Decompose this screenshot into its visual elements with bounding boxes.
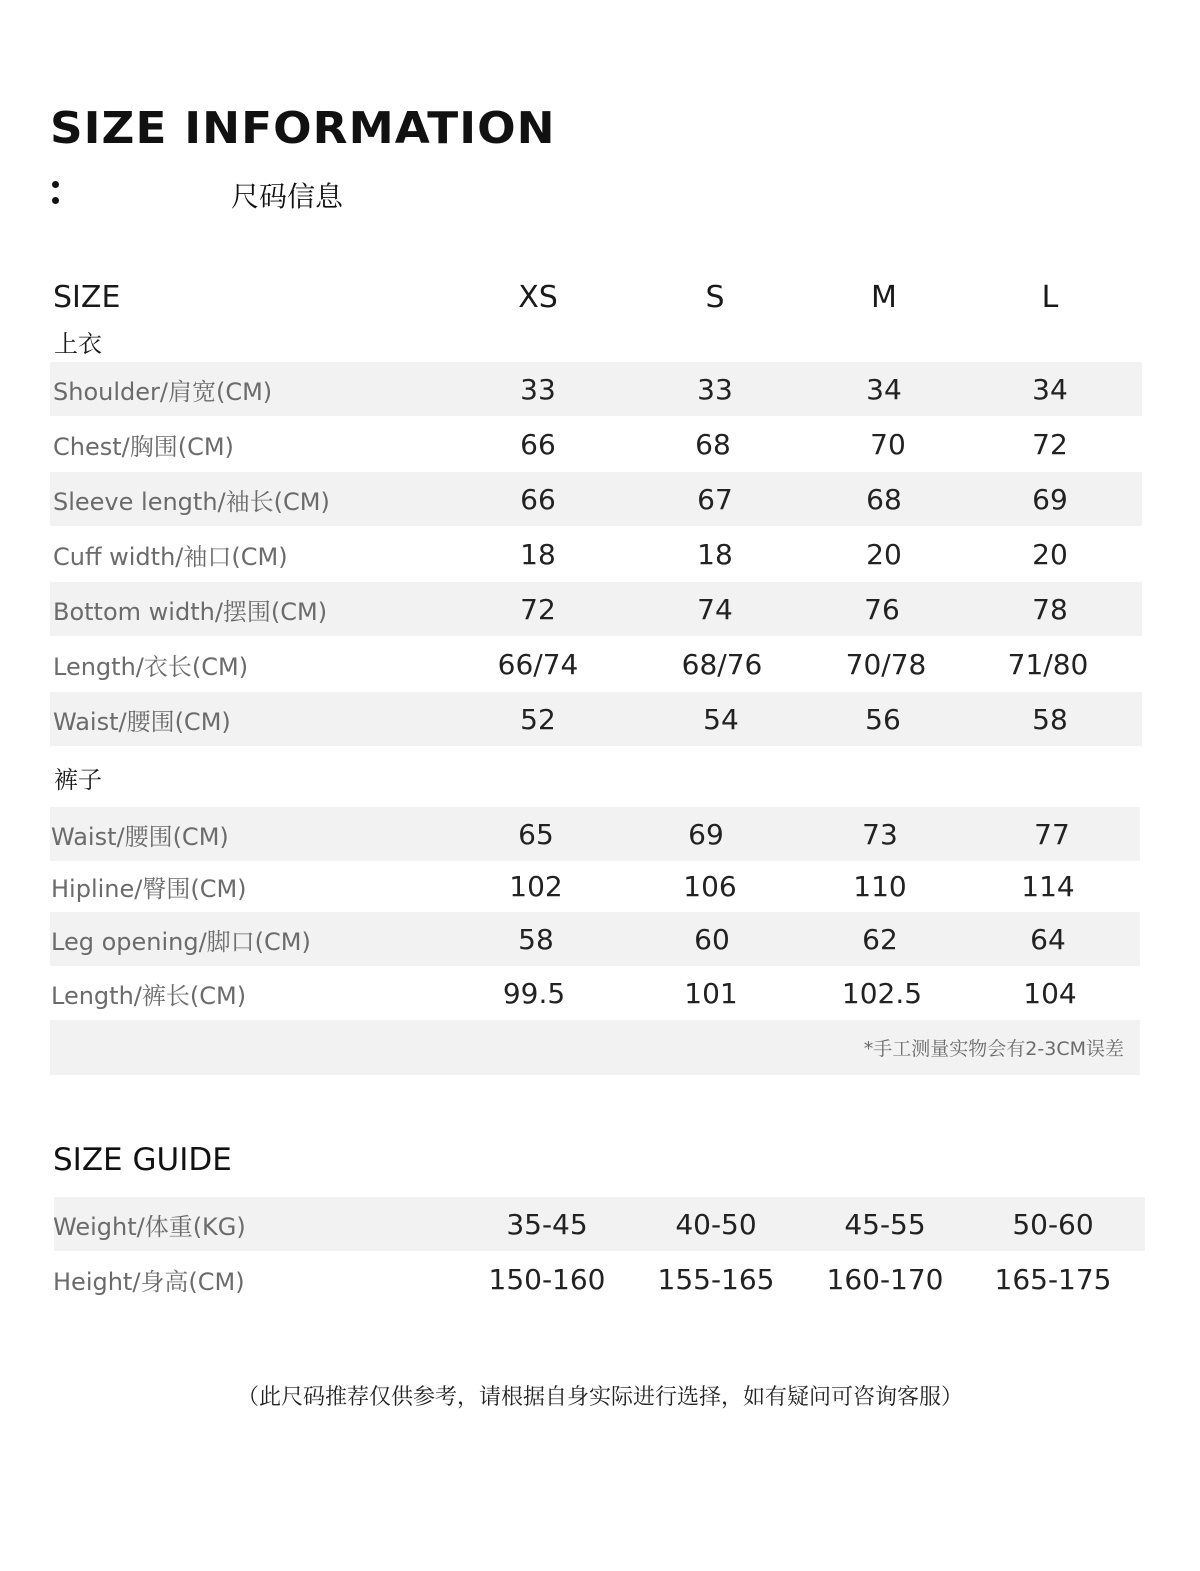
size-header-m: M (871, 279, 897, 315)
row-value: 33 (520, 372, 556, 406)
row-label: Height/身高(CM) (53, 1267, 245, 1296)
row-value: 74 (697, 592, 733, 626)
row-value: 114 (1021, 869, 1075, 903)
table-row (50, 472, 1142, 526)
row-value: 150-160 (488, 1262, 606, 1296)
table-row (50, 417, 1142, 471)
row-value: 68 (866, 482, 902, 516)
row-label: Length/衣长(CM) (53, 652, 249, 681)
measurement-note: *手工测量实物会有2-3CM误差 (863, 1038, 1124, 1060)
row-label: Leg opening/脚口(CM) (51, 927, 311, 956)
table-row (50, 966, 1140, 1020)
row-value: 64 (1030, 922, 1066, 956)
row-label: Waist/腰围(CM) (53, 707, 231, 736)
row-value: 20 (866, 537, 902, 571)
size-header-label: SIZE (53, 279, 121, 315)
row-label: Hipline/臀围(CM) (51, 874, 247, 903)
row-value: 69 (1032, 482, 1068, 516)
row-value: 69 (688, 817, 724, 851)
row-label: Cuff width/袖口(CM) (53, 542, 288, 571)
guide-row (54, 1252, 1145, 1306)
footer-disclaimer: （此尺码推荐仅供参考，请根据自身实际进行选择，如有疑问可咨询客服） (236, 1385, 963, 1410)
row-label: Weight/体重(KG) (53, 1212, 246, 1241)
size-header-row (50, 270, 1142, 324)
table-row (50, 582, 1142, 636)
row-value: 110 (853, 869, 907, 903)
row-value: 106 (683, 869, 737, 903)
row-value: 52 (520, 702, 556, 736)
row-value: 77 (1034, 817, 1070, 851)
table-row (50, 637, 1142, 691)
row-value: 72 (1032, 427, 1068, 461)
row-value: 18 (520, 537, 556, 571)
row-value: 104 (1023, 976, 1077, 1010)
size-header-xs: XS (518, 279, 558, 315)
row-value: 99.5 (502, 976, 566, 1010)
row-value: 58 (518, 922, 554, 956)
row-label: Bottom width/摆围(CM) (53, 597, 328, 626)
row-value: 73 (862, 817, 898, 851)
row-label: Chest/胸围(CM) (53, 432, 234, 461)
size-header-l: L (1041, 279, 1059, 315)
row-value: 70 (870, 427, 906, 461)
row-value: 58 (1032, 702, 1068, 736)
guide-row (54, 1197, 1145, 1251)
table-row (50, 912, 1140, 966)
row-value: 71/80 (1007, 647, 1089, 681)
size-header-s: S (705, 279, 725, 315)
page-subtitle: 尺码信息 (231, 180, 344, 213)
row-value: 34 (1032, 372, 1068, 406)
row-label: Length/裤长(CM) (51, 981, 247, 1010)
row-value: 68 (695, 427, 731, 461)
table-row (50, 527, 1142, 581)
row-value: 66 (520, 482, 556, 516)
colon-dots (52, 181, 62, 207)
row-value: 76 (864, 592, 900, 626)
row-value: 62 (862, 922, 898, 956)
table-row (50, 807, 1140, 861)
row-value: 33 (697, 372, 733, 406)
row-value: 67 (697, 482, 733, 516)
row-value: 68/76 (681, 647, 763, 681)
table-row (50, 362, 1142, 416)
row-label: Sleeve length/袖长(CM) (53, 487, 330, 516)
table-row (50, 692, 1142, 746)
row-value: 40-50 (675, 1207, 757, 1241)
row-value: 60 (694, 922, 730, 956)
note-row (50, 1020, 1140, 1075)
row-value: 70/78 (845, 647, 927, 681)
row-label: Shoulder/肩宽(CM) (53, 377, 273, 406)
section-label-top: 上衣 (54, 330, 102, 358)
row-value: 165-175 (994, 1262, 1112, 1296)
row-value: 72 (520, 592, 556, 626)
page-title: SIZE INFORMATION (50, 103, 556, 154)
row-value: 65 (518, 817, 554, 851)
row-value: 66/74 (497, 647, 579, 681)
row-value: 102.5 (841, 976, 923, 1010)
row-value: 50-60 (1012, 1207, 1094, 1241)
row-value: 35-45 (506, 1207, 588, 1241)
row-value: 45-55 (844, 1207, 926, 1241)
row-value: 20 (1032, 537, 1068, 571)
size-guide-title: SIZE GUIDE (53, 1142, 232, 1178)
row-value: 101 (684, 976, 738, 1010)
row-value: 102 (509, 869, 563, 903)
row-value: 78 (1032, 592, 1068, 626)
row-value: 54 (703, 702, 739, 736)
row-value: 18 (697, 537, 733, 571)
section-label-pants: 裤子 (54, 766, 102, 794)
table-row (50, 861, 1140, 911)
row-label: Waist/腰围(CM) (51, 822, 229, 851)
row-value: 34 (866, 372, 902, 406)
row-value: 56 (865, 702, 901, 736)
row-value: 66 (520, 427, 556, 461)
row-value: 160-170 (826, 1262, 944, 1296)
row-value: 155-165 (657, 1262, 775, 1296)
